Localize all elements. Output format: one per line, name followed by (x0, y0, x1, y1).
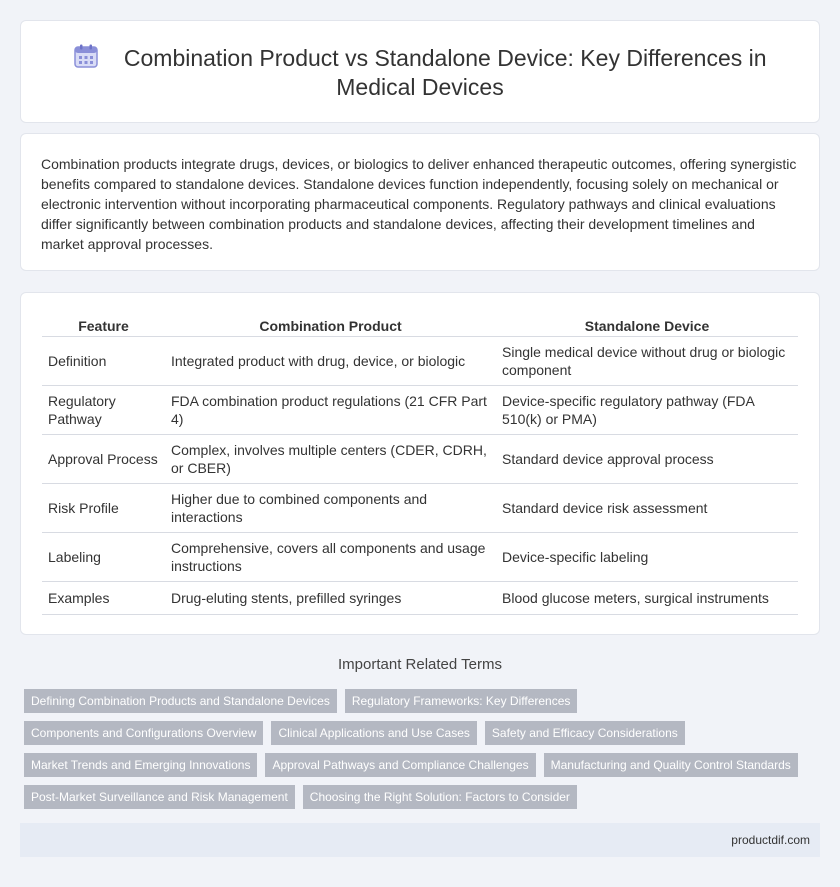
table-cell-combination: Integrated product with drug, device, or biologic (165, 336, 496, 385)
tag-row (24, 785, 814, 809)
intro-card (20, 133, 820, 271)
comparison-table (42, 312, 798, 615)
table-cell-feature: Approval Process (42, 434, 165, 483)
table-cell-standalone: Standard device approval process (496, 434, 798, 483)
table-cell-combination: FDA combination product regulations (21 CFR Part 4) (165, 385, 496, 434)
table-cell-standalone: Device-specific labeling (496, 532, 798, 581)
comparison-table-card (20, 292, 820, 635)
table-row (42, 532, 798, 581)
related-term-tag[interactable]: Regulatory Frameworks: Key Differences (345, 689, 578, 713)
related-term-tag[interactable]: Manufacturing and Quality Control Standards (544, 753, 798, 777)
header-combination-product: Combination Product (165, 312, 496, 336)
related-term-tag[interactable]: Defining Combination Products and Standalone Devices (24, 689, 337, 713)
related-term-tag[interactable]: Approval Pathways and Compliance Challenges (265, 753, 535, 777)
footer (20, 823, 820, 857)
calendar-icon (73, 43, 99, 69)
related-terms-heading: Important Related Terms (338, 656, 502, 673)
title-wrap (61, 43, 779, 102)
tag-row (24, 753, 814, 777)
related-term-tag[interactable]: Market Trends and Emerging Innovations (24, 753, 257, 777)
table-cell-feature: Labeling (42, 532, 165, 581)
table-row (42, 434, 798, 483)
page-title: Combination Product vs Standalone Device: Key Differences in Medical Devices (123, 45, 767, 100)
related-term-tag[interactable]: Components and Configurations Overview (24, 721, 263, 745)
footer-site-name: productdif.com (731, 833, 810, 847)
tag-row (24, 689, 814, 713)
table-cell-combination: Higher due to combined components and interactions (165, 483, 496, 532)
table-cell-standalone: Device-specific regulatory pathway (FDA 510(k) or PMA) (496, 385, 798, 434)
table-cell-feature: Regulatory Pathway (42, 385, 165, 434)
tag-row (24, 721, 814, 745)
table-header-row (42, 312, 798, 336)
table-row (42, 336, 798, 385)
table-row (42, 483, 798, 532)
related-term-tag[interactable]: Clinical Applications and Use Cases (271, 721, 476, 745)
table-cell-standalone: Standard device risk assessment (496, 483, 798, 532)
table-row (42, 385, 798, 434)
table-cell-feature: Examples (42, 581, 165, 614)
related-terms-tags (24, 689, 814, 817)
table-row (42, 581, 798, 614)
header-feature: Feature (42, 312, 165, 336)
table-cell-standalone: Single medical device without drug or biologic component (496, 336, 798, 385)
related-term-tag[interactable]: Post-Market Surveillance and Risk Management (24, 785, 295, 809)
table-cell-feature: Definition (42, 336, 165, 385)
table-cell-standalone: Blood glucose meters, surgical instruments (496, 581, 798, 614)
related-term-tag[interactable]: Safety and Efficacy Considerations (485, 721, 685, 745)
header-card (20, 20, 820, 123)
intro-paragraph: Combination products integrate drugs, devices, or biologics to deliver enhanced therapeutic outcomes, offering synergistic benefits compared to standalone devices. Standalone devices function independently, focusing solely on mechanical or electronic intervention without incorporating pharmaceutical components. Regulatory pathways and clinical evaluations differ significantly between combination products and standalone devices, affecting their development timelines and market approval processes. (41, 156, 797, 252)
table-cell-combination: Complex, involves multiple centers (CDER, CDRH, or CBER) (165, 434, 496, 483)
table-cell-combination: Comprehensive, covers all components and usage instructions (165, 532, 496, 581)
table-cell-combination: Drug-eluting stents, prefilled syringes (165, 581, 496, 614)
table-cell-feature: Risk Profile (42, 483, 165, 532)
header-standalone-device: Standalone Device (496, 312, 798, 336)
related-term-tag[interactable]: Choosing the Right Solution: Factors to Consider (303, 785, 577, 809)
